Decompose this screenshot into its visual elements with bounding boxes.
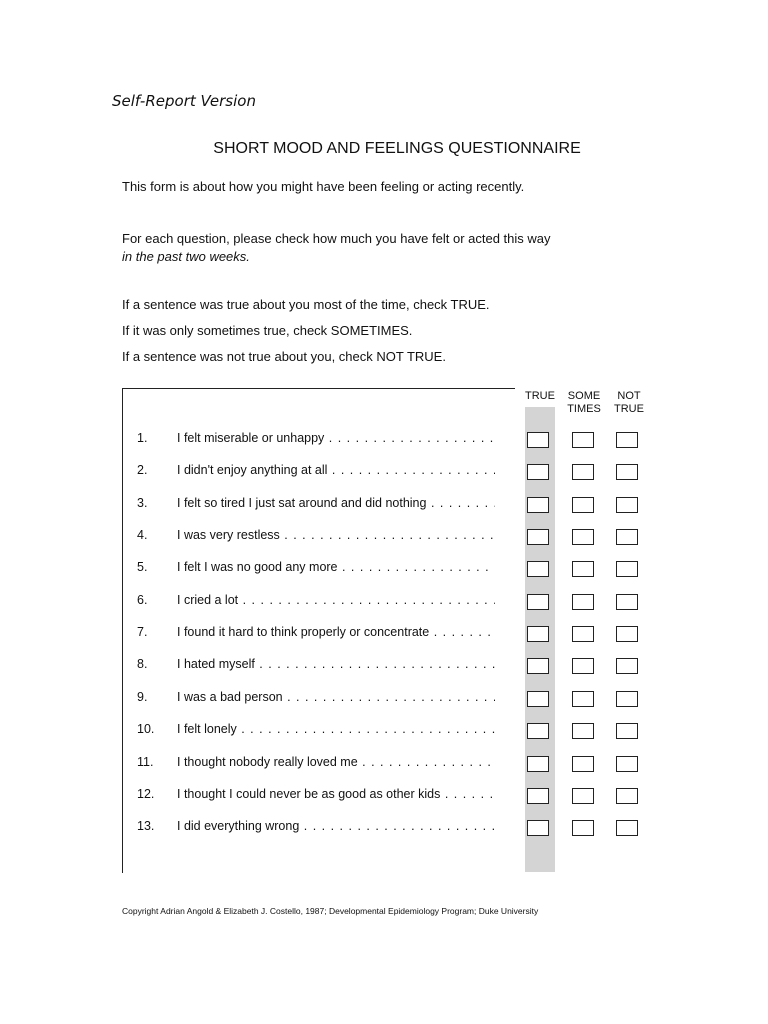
item-number: 1. xyxy=(137,431,148,445)
checkbox-not-true[interactable] xyxy=(616,756,638,772)
checkbox-sometimes[interactable] xyxy=(572,594,594,610)
item-text: I did everything wrong . . . xyxy=(177,819,495,833)
item-number: 9. xyxy=(137,690,148,704)
checkbox-sometimes[interactable] xyxy=(572,691,594,707)
item-text: I thought nobody really loved me . . . xyxy=(177,755,495,769)
item-text: I hated myself . . . xyxy=(177,657,495,671)
checkbox-not-true[interactable] xyxy=(616,723,638,739)
item-text: I felt I was no good any more . . . xyxy=(177,560,495,574)
item-text: I felt miserable or unhappy . . . xyxy=(177,431,495,445)
item-number: 5. xyxy=(137,560,148,574)
column-header-true-line1: TRUE xyxy=(525,390,555,402)
checkbox-true[interactable] xyxy=(527,432,549,448)
item-text: I cried a lot . . . xyxy=(177,593,495,607)
checkbox-true[interactable] xyxy=(527,723,549,739)
checkbox-sometimes[interactable] xyxy=(572,658,594,674)
checkbox-true[interactable] xyxy=(527,497,549,513)
instructions-each-question: For each question, please check how much you have felt or acted this way xyxy=(122,231,551,246)
checkbox-not-true[interactable] xyxy=(616,820,638,836)
checkbox-not-true[interactable] xyxy=(616,658,638,674)
item-number: 8. xyxy=(137,657,148,671)
item-text: I found it hard to think properly or concentrate . . . xyxy=(177,625,495,639)
checkbox-true[interactable] xyxy=(527,788,549,804)
checkbox-not-true[interactable] xyxy=(616,788,638,804)
column-header-not-true xyxy=(603,390,655,416)
checkbox-sometimes[interactable] xyxy=(572,497,594,513)
checkbox-sometimes[interactable] xyxy=(572,626,594,642)
item-number: 7. xyxy=(137,625,148,639)
item-text: I was a bad person . . . xyxy=(177,690,495,704)
checkbox-true[interactable] xyxy=(527,594,549,610)
self-report-version-label: Self-Report Version xyxy=(112,92,256,110)
checkbox-sometimes[interactable] xyxy=(572,788,594,804)
checkbox-not-true[interactable] xyxy=(616,594,638,610)
instructions-paragraph xyxy=(122,230,551,266)
item-text: I didn't enjoy anything at all . . . xyxy=(177,463,495,477)
instructions-timeframe: in the past two weeks. xyxy=(122,249,250,264)
checkbox-not-true[interactable] xyxy=(616,464,638,480)
item-number: 3. xyxy=(137,496,148,510)
column-header-sometimes-line2: TIMES xyxy=(567,403,601,415)
rule-sometimes: If it was only sometimes true, check SOMETIMES. xyxy=(122,323,413,338)
checkbox-sometimes[interactable] xyxy=(572,432,594,448)
item-number: 6. xyxy=(137,593,148,607)
checkbox-sometimes[interactable] xyxy=(572,464,594,480)
intro-text: This form is about how you might have been feeling or acting recently. xyxy=(122,179,525,194)
rule-true: If a sentence was true about you most of the time, check TRUE. xyxy=(122,297,490,312)
checkbox-true[interactable] xyxy=(527,561,549,577)
item-number: 11. xyxy=(137,755,154,769)
checkbox-not-true[interactable] xyxy=(616,691,638,707)
item-number: 10. xyxy=(137,722,155,736)
column-header-sometimes-line1: SOME xyxy=(567,390,601,402)
checkbox-not-true[interactable] xyxy=(616,561,638,577)
checkbox-sometimes[interactable] xyxy=(572,723,594,739)
checkbox-true[interactable] xyxy=(527,626,549,642)
checkbox-true[interactable] xyxy=(527,464,549,480)
copyright-notice: Copyright Adrian Angold & Elizabeth J. Costello, 1987; Developmental Epidemiology Program; Duke University xyxy=(122,906,539,916)
rule-not-true: If a sentence was not true about you, check NOT TRUE. xyxy=(122,349,446,364)
checkbox-not-true[interactable] xyxy=(616,626,638,642)
item-text: I thought I could never be as good as other kids . . . xyxy=(177,787,495,801)
checkbox-sometimes[interactable] xyxy=(572,820,594,836)
column-header-not-true-line1: NOT xyxy=(617,390,641,402)
item-text: I was very restless . . . xyxy=(177,528,495,542)
item-number: 2. xyxy=(137,463,148,477)
checkbox-not-true[interactable] xyxy=(616,497,638,513)
item-number: 12. xyxy=(137,787,155,801)
page-title: SHORT MOOD AND FEELINGS QUESTIONNAIRE xyxy=(213,140,581,157)
checkbox-true[interactable] xyxy=(527,691,549,707)
column-header-not-true-line2: TRUE xyxy=(614,403,644,415)
checkbox-true[interactable] xyxy=(527,820,549,836)
checkbox-true[interactable] xyxy=(527,529,549,545)
checkbox-true[interactable] xyxy=(527,756,549,772)
checkbox-true[interactable] xyxy=(527,658,549,674)
checkbox-not-true[interactable] xyxy=(616,529,638,545)
item-number: 4. xyxy=(137,528,148,542)
item-text: I felt so tired I just sat around and did nothing . . . xyxy=(177,496,495,510)
item-text: I felt lonely . . . xyxy=(177,722,495,736)
checkbox-sometimes[interactable] xyxy=(572,529,594,545)
checkbox-not-true[interactable] xyxy=(616,432,638,448)
checkbox-sometimes[interactable] xyxy=(572,756,594,772)
checkbox-sometimes[interactable] xyxy=(572,561,594,577)
item-number: 13. xyxy=(137,819,155,833)
